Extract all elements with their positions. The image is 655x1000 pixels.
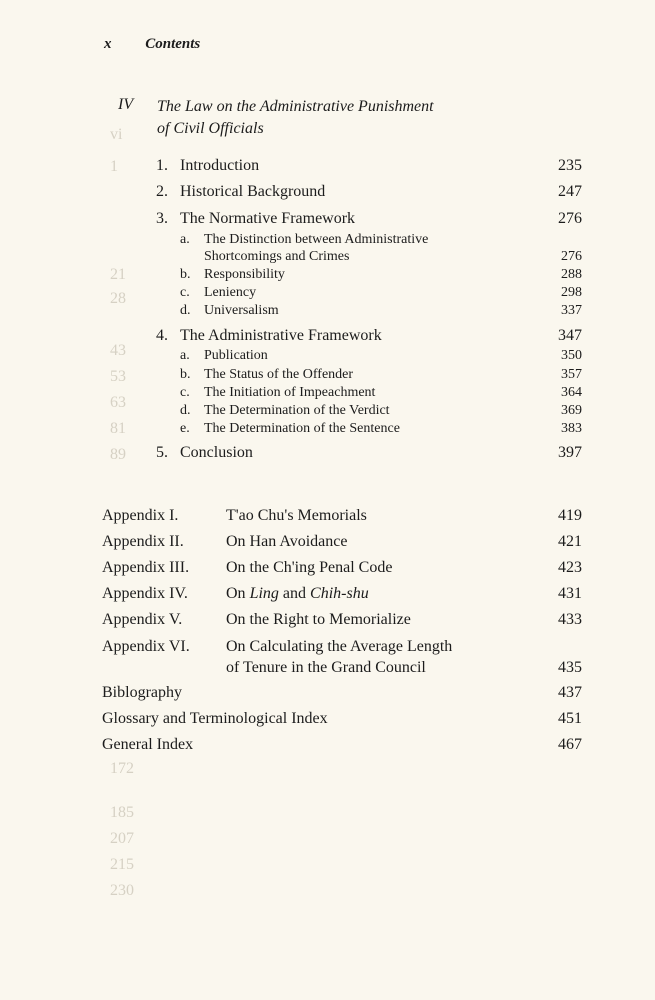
back-matter-title: Glossary and Terminological Index: [102, 710, 328, 727]
appendix-page: 431: [558, 585, 582, 602]
show-through-text: 28: [110, 290, 126, 307]
appendix-title-italic: Ling: [249, 585, 279, 602]
subsection-title: The Distinction between Administrative: [204, 232, 429, 247]
subsection-page: 276: [561, 249, 582, 264]
toc-appendix: [102, 531, 582, 552]
section-page: 276: [558, 210, 582, 227]
appendix-label: Appendix VI.: [102, 638, 190, 655]
appendix-label: Appendix IV.: [102, 585, 188, 602]
toc-section: [156, 183, 582, 201]
section-number: 5.: [156, 444, 168, 461]
subsection-letter: c.: [180, 385, 190, 400]
section-title: The Administrative Framework: [180, 327, 382, 344]
appendix-title: On Han Avoidance: [226, 533, 348, 550]
subsection-title: Universalism: [204, 303, 279, 318]
section-title: Introduction: [180, 157, 260, 174]
toc-appendix: [102, 583, 582, 604]
section-number: 4.: [156, 327, 168, 344]
appendix-title: On the Right to Memorialize: [226, 611, 411, 628]
appendix-title: On Calculating the Average Length: [226, 638, 453, 655]
back-matter-title: Biblography: [102, 684, 182, 701]
toc-subsection: [180, 384, 582, 401]
toc-appendix: [102, 505, 582, 526]
toc-subsection: [180, 266, 582, 283]
show-through-text: 63: [110, 394, 126, 411]
back-matter-page: 451: [558, 710, 582, 727]
subsection-page: 383: [561, 421, 582, 436]
show-through-text: vi: [110, 126, 123, 143]
show-through-text: 207: [110, 830, 134, 847]
section-title: Conclusion: [180, 444, 253, 461]
back-matter-page: 437: [558, 684, 582, 701]
subsection-title: The Determination of the Sentence: [204, 421, 400, 436]
subsection-page: 369: [561, 403, 582, 418]
section-page: 247: [558, 183, 582, 200]
toc-section: [156, 327, 582, 345]
subsection-page: 350: [561, 348, 582, 363]
section-number: 3.: [156, 210, 168, 227]
toc-subsection: [180, 231, 582, 265]
subsection-letter: d.: [180, 303, 191, 318]
subsection-letter: a.: [180, 348, 190, 363]
toc-appendix: [102, 557, 582, 578]
appendix-title-part: and: [278, 585, 311, 602]
appendix-page: 435: [558, 659, 582, 676]
subsection-page: 357: [561, 367, 582, 382]
toc-appendix: [102, 609, 582, 630]
appendix-label: Appendix I.: [102, 507, 179, 524]
part-number: IV: [118, 96, 134, 113]
show-through-text: 81: [110, 420, 126, 437]
toc-subsection: [180, 347, 582, 364]
subsection-title: The Status of the Offender: [204, 367, 354, 382]
toc-subsection: [180, 366, 582, 383]
subsection-letter: a.: [180, 232, 190, 247]
show-through-text: 21: [110, 266, 126, 283]
subsection-letter: b.: [180, 367, 191, 382]
toc-subsection: [180, 402, 582, 419]
show-through-text: 185: [110, 804, 134, 821]
show-through-text: 53: [110, 368, 126, 385]
subsection-letter: b.: [180, 267, 191, 282]
toc-section: [156, 444, 582, 462]
show-through-text: 230: [110, 882, 134, 899]
subsection-title: The Determination of the Verdict: [204, 403, 390, 418]
toc-back-matter: [102, 736, 582, 754]
part-title-line: of Civil Officials: [157, 120, 264, 137]
toc-section: [156, 157, 582, 175]
appendix-label: Appendix II.: [102, 533, 184, 550]
appendix-title-italic: Chih-shu: [310, 585, 369, 602]
subsection-page: 288: [561, 267, 582, 282]
section-page: 235: [558, 157, 582, 174]
appendix-page: 433: [558, 611, 582, 628]
subsection-title-cont: Shortcomings and Crimes: [204, 249, 350, 264]
section-title: The Normative Framework: [180, 210, 356, 227]
subsection-letter: c.: [180, 285, 190, 300]
page-number: x: [104, 36, 112, 52]
appendix-title-part: On: [226, 585, 250, 602]
subsection-page: 364: [561, 385, 582, 400]
show-through-text: 89: [110, 446, 126, 463]
running-head: [104, 36, 200, 53]
toc-back-matter: [102, 710, 582, 728]
subsection-page: 337: [561, 303, 582, 318]
part-title: [157, 96, 537, 140]
toc-subsection: [180, 302, 582, 319]
appendix-label: Appendix III.: [102, 559, 190, 576]
subsection-title: Publication: [204, 348, 268, 363]
show-through-text: 215: [110, 856, 134, 873]
subsection-title: Leniency: [204, 285, 257, 300]
back-matter-title: General Index: [102, 736, 194, 753]
subsection-letter: e.: [180, 421, 190, 436]
subsection-title: Responsibility: [204, 267, 285, 282]
toc-appendix: [102, 636, 582, 678]
subsection-letter: d.: [180, 403, 191, 418]
subsection-page: 298: [561, 285, 582, 300]
appendix-title: [226, 583, 582, 604]
toc-back-matter: [102, 684, 582, 702]
appendix-title: On the Ch'ing Penal Code: [226, 559, 393, 576]
section-page: 347: [558, 327, 582, 344]
section-number: 2.: [156, 183, 168, 200]
appendix-page: 419: [558, 507, 582, 524]
show-through-text: 1: [110, 158, 118, 175]
toc-subsection: [180, 420, 582, 437]
appendix-title: T'ao Chu's Memorials: [226, 507, 367, 524]
appendix-page: 421: [558, 533, 582, 550]
show-through-text: 172: [110, 760, 134, 777]
appendix-label: Appendix V.: [102, 611, 183, 628]
appendix-title-cont: of Tenure in the Grand Council: [226, 659, 426, 676]
back-matter-page: 467: [558, 736, 582, 753]
toc-section: [156, 210, 582, 228]
part-title-line: The Law on the Administrative Punishment: [157, 98, 434, 115]
subsection-title: The Initiation of Impeachment: [204, 385, 376, 400]
toc-subsection: [180, 284, 582, 301]
section-number: 1.: [156, 157, 168, 174]
section-title: Historical Background: [180, 183, 326, 200]
appendix-page: 423: [558, 559, 582, 576]
show-through-text: 43: [110, 342, 126, 359]
section-page: 397: [558, 444, 582, 461]
running-head-title: Contents: [145, 36, 201, 52]
